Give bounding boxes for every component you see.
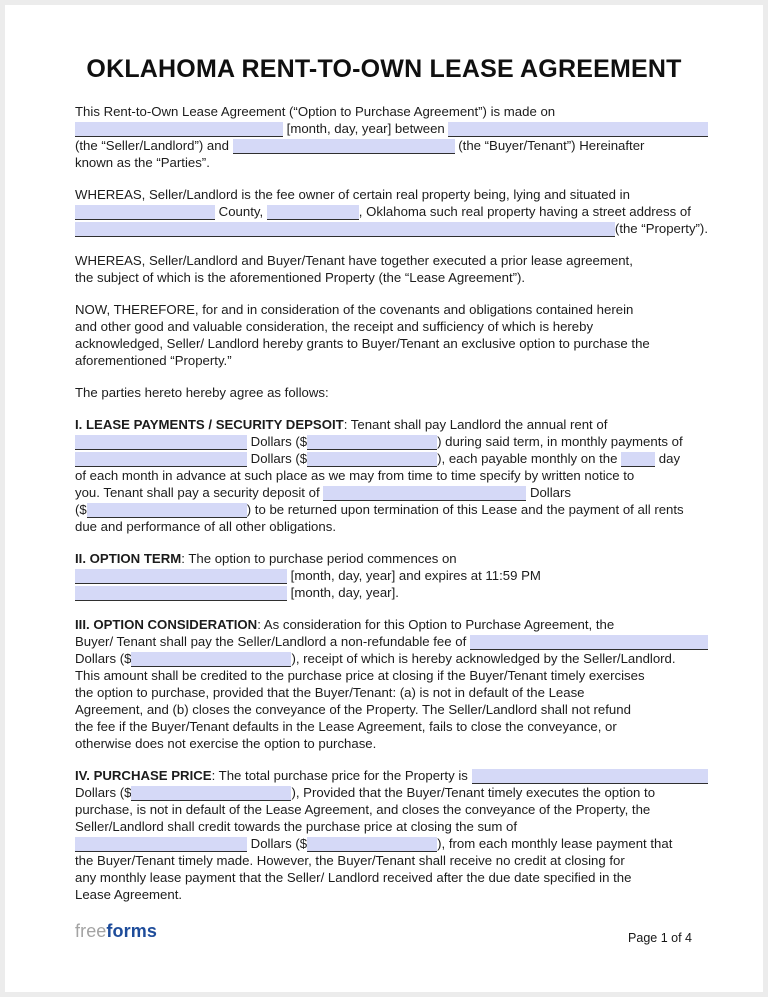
text-line	[75, 203, 708, 220]
text-line	[75, 616, 708, 633]
text-run: [month, day, year] and expires at 11:59 PM	[287, 568, 541, 583]
security-deposit-amount-field[interactable]	[87, 503, 247, 518]
text-run: the subject of which is the aforementioned Property (the “Lease Agreement”).	[75, 270, 526, 285]
text-line	[75, 120, 708, 137]
section-heading-run: IV. PURCHASE PRICE	[75, 768, 212, 783]
text-run: known as the “Parties”.	[75, 155, 210, 170]
text-run: you. Tenant shall pay a security deposit of	[75, 485, 324, 500]
text-run: [month, day, year].	[287, 585, 399, 600]
text-run: Dollars ($	[247, 434, 308, 449]
logo-free-text: free	[75, 921, 107, 941]
text-line	[75, 869, 708, 886]
text-line	[75, 701, 708, 718]
logo-forms-text: forms	[106, 921, 157, 941]
page-number: Page 1 of 4	[628, 931, 692, 945]
seller-landlord-name-field[interactable]	[448, 122, 708, 137]
text-run: any monthly lease payment that the Seller/ Landlord received after the due date specified in the	[75, 870, 632, 885]
text-line	[75, 433, 708, 450]
text-line	[75, 784, 708, 801]
section-heading-run: I. LEASE PAYMENTS / SECURITY DEPSOIT	[75, 417, 344, 432]
text-line	[75, 220, 708, 237]
text-run: : The option to purchase period commences on	[181, 551, 457, 566]
text-run: [month, day, year] between	[283, 121, 449, 136]
text-run: ), Provided that the Buyer/Tenant timely executes the option to	[291, 785, 656, 800]
text-line	[75, 650, 708, 667]
text-run: WHEREAS, Seller/Landlord and Buyer/Tenant have together executed a prior lease agreement,	[75, 253, 633, 268]
text-run: ($	[75, 502, 87, 517]
text-line	[75, 886, 708, 903]
section-2-option-term	[75, 550, 708, 601]
text-line	[75, 667, 708, 684]
text-line	[75, 567, 708, 584]
option-fee-amount-field[interactable]	[131, 652, 291, 667]
text-run: and other good and valuable consideration, the receipt and sufficiency of which is hereby	[75, 319, 594, 334]
whereas-property-paragraph	[75, 186, 708, 237]
text-run: ) to be returned upon termination of this Lease and the payment of all rents	[246, 502, 684, 517]
text-line	[75, 484, 708, 501]
text-run: This amount shall be credited to the purchase price at closing if the Buyer/Tenant timely exercises	[75, 668, 645, 683]
text-run: Dollars	[526, 485, 571, 500]
text-line	[75, 735, 708, 752]
text-run: , Oklahoma such real property having a street address of	[358, 204, 691, 219]
monthly-payment-words-field[interactable]	[75, 452, 247, 467]
text-run: County,	[215, 204, 267, 219]
purchase-price-words-field[interactable]	[472, 769, 708, 784]
text-line	[75, 584, 708, 601]
option-commencement-date-field[interactable]	[75, 569, 287, 584]
text-run: the fee if the Buyer/Tenant defaults in the Lease Agreement, fails to close the conveyance, or	[75, 719, 617, 734]
whereas-prior-lease-paragraph	[75, 252, 708, 286]
text-line	[75, 818, 708, 835]
agreement-date-field[interactable]	[75, 122, 283, 137]
text-line	[75, 518, 708, 535]
now-therefore-paragraph	[75, 301, 708, 369]
text-run: due and performance of all other obligations.	[75, 519, 336, 534]
text-run: acknowledged, Seller/ Landlord hereby grants to Buyer/Tenant an exclusive option to purchase the	[75, 336, 650, 351]
text-run: (the “Seller/Landlord”) and	[75, 138, 233, 153]
county-field[interactable]	[75, 205, 215, 220]
text-run: of each month in advance at such place as we may from time to time specify by written notice to	[75, 468, 635, 483]
text-line	[75, 501, 708, 518]
text-line	[75, 852, 708, 869]
text-line	[75, 767, 708, 784]
text-line	[75, 633, 708, 650]
street-address-field[interactable]	[75, 222, 615, 237]
text-run: (the “Buyer/Tenant”) Hereinafter	[454, 138, 645, 153]
text-line	[75, 335, 708, 352]
text-line	[75, 352, 708, 369]
buyer-tenant-name-field[interactable]	[233, 139, 455, 154]
intro-paragraph	[75, 103, 708, 171]
document-body	[75, 103, 708, 918]
section-3-option-consideration	[75, 616, 708, 752]
monthly-payment-amount-field[interactable]	[307, 452, 437, 467]
monthly-credit-amount-field[interactable]	[307, 837, 437, 852]
text-line	[75, 252, 708, 269]
text-line	[75, 416, 708, 433]
text-run: aforementioned “Property.”	[75, 353, 232, 368]
text-run: Agreement, and (b) closes the conveyance of the Property. The Seller/Landlord shall not refund	[75, 702, 631, 717]
text-line	[75, 718, 708, 735]
text-line	[75, 318, 708, 335]
freeforms-logo	[75, 921, 157, 942]
text-line	[75, 154, 708, 171]
document-title: OKLAHOMA RENT-TO-OWN LEASE AGREEMENT	[86, 55, 682, 83]
text-run: WHEREAS, Seller/Landlord is the fee owner of certain real property being, lying and situated in	[75, 187, 630, 202]
text-line	[75, 684, 708, 701]
text-run: otherwise does not exercise the option to purchase.	[75, 736, 377, 751]
agreement-intro-line	[75, 384, 708, 401]
text-run: This Rent-to-Own Lease Agreement (“Option to Purchase Agreement”) is made on	[75, 104, 556, 119]
section-heading-run: III. OPTION CONSIDERATION	[75, 617, 258, 632]
text-run: day	[655, 451, 681, 466]
option-fee-words-field[interactable]	[470, 635, 708, 650]
page-footer	[75, 921, 692, 945]
text-run: ), receipt of which is hereby acknowledged by the Seller/Landlord.	[291, 651, 676, 666]
text-line	[75, 384, 708, 401]
text-line	[75, 835, 708, 852]
text-run: purchase, is not in default of the Lease Agreement, and closes the conveyance of the Property, the	[75, 802, 651, 817]
text-line	[75, 301, 708, 318]
monthly-credit-words-field[interactable]	[75, 837, 247, 852]
text-run: Dollars ($	[247, 451, 308, 466]
city-field[interactable]	[267, 205, 359, 220]
text-run: the option to purchase, provided that the Buyer/Tenant: (a) is not in default of the Lease	[75, 685, 585, 700]
text-run: Seller/Landlord shall credit towards the purchase price at closing the sum of	[75, 819, 518, 834]
section-1-lease-payments	[75, 416, 708, 535]
text-run: ) during said term, in monthly payments of	[437, 434, 683, 449]
annual-rent-words-field[interactable]	[75, 435, 247, 450]
security-deposit-words-field[interactable]	[323, 486, 526, 501]
section-4-purchase-price	[75, 767, 708, 903]
text-line	[75, 186, 708, 203]
text-run: Lease Agreement.	[75, 887, 183, 902]
text-run: Dollars ($	[75, 651, 132, 666]
text-run: Dollars ($	[75, 785, 132, 800]
rent-due-day-field[interactable]	[621, 452, 655, 467]
annual-rent-amount-field[interactable]	[307, 435, 437, 450]
text-line	[75, 103, 708, 120]
text-run: (the “Property”).	[614, 221, 708, 236]
text-line	[75, 450, 708, 467]
text-run: the Buyer/Tenant timely made. However, the Buyer/Tenant shall receive no credit at closing for	[75, 853, 625, 868]
purchase-price-amount-field[interactable]	[131, 786, 291, 801]
text-run: ), each payable monthly on the	[437, 451, 622, 466]
text-line	[75, 137, 708, 154]
text-run: Dollars ($	[247, 836, 308, 851]
text-run: NOW, THEREFORE, for and in consideration of the covenants and obligations contained herein	[75, 302, 634, 317]
text-run: : Tenant shall pay Landlord the annual rent of	[343, 417, 608, 432]
text-run: : As consideration for this Option to Purchase Agreement, the	[257, 617, 615, 632]
text-run: Buyer/ Tenant shall pay the Seller/Landlord a non-refundable fee of	[75, 634, 470, 649]
text-line	[75, 801, 708, 818]
section-heading-run: II. OPTION TERM	[75, 551, 182, 566]
text-run: ), from each monthly lease payment that	[437, 836, 673, 851]
option-expiration-date-field[interactable]	[75, 586, 287, 601]
text-line	[75, 269, 708, 286]
text-run: : The total purchase price for the Property is	[211, 768, 472, 783]
text-line	[75, 467, 708, 484]
text-line	[75, 550, 708, 567]
text-run: The parties hereto hereby agree as follows:	[75, 385, 329, 400]
